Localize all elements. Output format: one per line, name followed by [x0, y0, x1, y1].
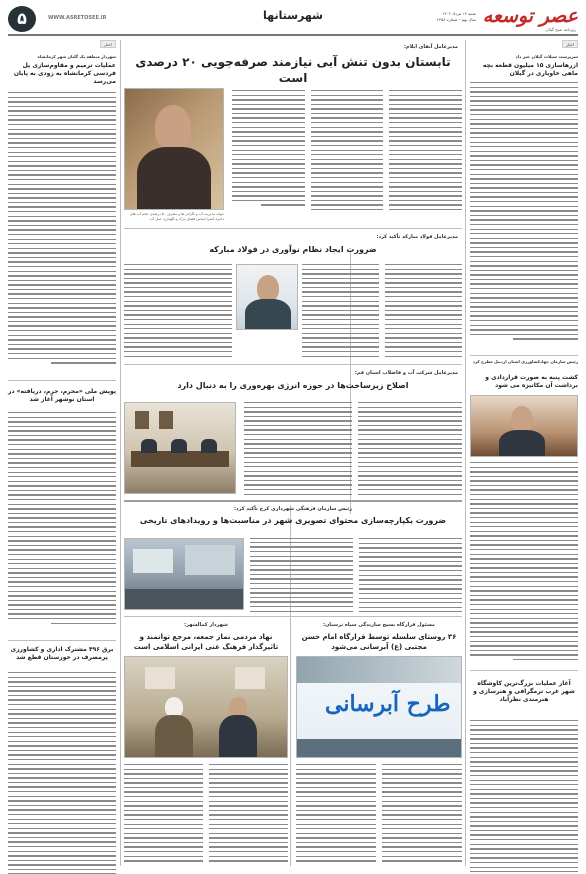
top-story	[124, 40, 462, 226]
story-5-headline[interactable]: ۳۶ روستای سلسله توسط قرارگاه امام حسن مجتبی (ع) آبرسانی می‌شود	[301, 633, 457, 651]
top-story-kicker: مدیرعامل آبفای ایلام:	[403, 44, 458, 50]
water-supply-sign: طرح آبرسانی	[325, 691, 451, 717]
column-tag: اخبار	[562, 40, 578, 48]
story-3-body-right	[358, 402, 462, 496]
person-body	[137, 147, 211, 210]
story-4-photo	[124, 538, 244, 610]
divider	[124, 228, 462, 229]
section-title: شهرستانها	[263, 9, 323, 22]
right-item2-photo	[470, 395, 578, 457]
story-6-body	[124, 764, 288, 864]
right-item2-kicker: رئیس سازمان جهادکشاورزی استان اردبیل مطرح کرد	[472, 359, 578, 364]
person-body	[245, 299, 291, 330]
wall-frame	[159, 411, 173, 429]
top-story-body	[232, 90, 462, 224]
person	[201, 439, 217, 453]
story-2-body-right	[302, 264, 462, 360]
person-head	[229, 697, 247, 717]
story-6-kicker: شهردار کمالشهر:	[184, 622, 228, 628]
top-story-caption: جوانه مدیریت آب و نگرانی ها و مصرف ۵۰ درصدی حجم آب های ذخیره کسرا اساس فضای پارک و نگهداری حمل آب	[129, 212, 224, 221]
story-3-headline[interactable]: اصلاح زیرساخت‌ها در حوزه انرژی بهره‌وری را به دنبال دارد	[177, 381, 409, 390]
story-5-photo	[296, 656, 462, 758]
right-item2-headline[interactable]: کشت پنبه به صورت قراردادی و برداشت آن مکانیزه می شود	[485, 374, 578, 389]
person-body	[219, 715, 257, 758]
wall-frame	[235, 667, 265, 689]
story-4-headline[interactable]: ضرورت یکپارچه‌سازی محتوای تصویری شهر در مناسبت‌ها و رویدادهای تاریخی	[139, 516, 447, 525]
person-head	[511, 406, 533, 432]
right-item1-headline[interactable]: ازرهاسازی ۱۵ میلیون قطعه بچه ماهی خاویاری در گیلان	[482, 62, 578, 77]
wall-frame	[145, 667, 175, 689]
right-item2-body	[470, 462, 578, 667]
billboard	[133, 549, 173, 573]
right-item3-body	[470, 720, 578, 874]
pipe	[297, 739, 461, 757]
divider	[8, 380, 116, 381]
story-5-body	[296, 764, 462, 864]
divider	[8, 640, 116, 641]
person	[171, 439, 187, 453]
story-3	[124, 368, 462, 498]
column-divider	[120, 40, 121, 866]
story-4	[124, 504, 462, 614]
issue-number: سال نهم - شماره ۲۴۵۸	[436, 17, 476, 22]
divider	[124, 500, 462, 502]
building	[185, 545, 235, 575]
column-tag: اخبار	[100, 40, 116, 48]
story-6-headline[interactable]: نهاد مردمی نماز جمعه، مرجع توانمند و تاثیرگذار فرهنگ غنی ایرانی اسلامی است	[133, 633, 279, 651]
website-url[interactable]: WWW.ASRETOSEE.IR	[48, 15, 107, 21]
column-divider	[465, 40, 466, 866]
masthead	[8, 6, 578, 36]
logo-text: عصر توسعه	[482, 5, 578, 27]
left-item2-body	[8, 412, 116, 637]
sky	[297, 657, 461, 683]
table	[131, 451, 229, 467]
logo-subtitle: روزنامه صبح گیلان	[545, 27, 576, 32]
story-2-photo	[236, 264, 298, 330]
wall-frame	[135, 411, 149, 429]
left-item1-body	[8, 92, 116, 377]
story-5	[296, 620, 462, 866]
divider	[470, 670, 578, 671]
divider	[124, 364, 462, 365]
story-2-kicker: مدیرعامل فولاد مبارکه تأکید کرد:	[376, 234, 458, 240]
right-item1-body	[470, 82, 578, 352]
story-3-kicker: مدیرعامل شرکت آب و فاضلاب استان قم:	[354, 370, 458, 376]
story-4-body	[250, 538, 462, 612]
person-body	[499, 430, 545, 457]
issue-date: شنبه ۱۴ مرداد ۱۴۰۲	[442, 11, 476, 16]
divider	[470, 355, 578, 356]
left-item3-headline[interactable]: برق ۴۹۶ مشترک اداری و کشاورزی پرمصرف در خوزستان قطع شد	[10, 646, 114, 661]
left-item3-body	[8, 672, 116, 874]
story-6-photo	[124, 656, 288, 758]
top-story-headline[interactable]: تابستان بدون تنش آبی نیازمند صرفه‌جویی ۲۰ درصدی است	[135, 55, 451, 85]
story-5-kicker: مسئول قرارگاه بسیج سازندگی سپاه ترسنان:	[322, 622, 435, 628]
story-4-kicker: رئیس سازمان فرهنگی شهرداری کرج تأکید کرد:	[234, 506, 352, 512]
story-2-body-left	[124, 264, 232, 360]
person-head	[155, 105, 191, 149]
person-head	[257, 275, 279, 301]
right-item1-kicker: سرپرست شیلات گیلان خبر داد	[515, 54, 578, 59]
left-item2-headline[interactable]: پویش ملی «محرم، حرم، دریافته» در استان بوشهر آغاز شد	[8, 388, 116, 403]
person	[141, 439, 157, 453]
story-6	[124, 620, 288, 866]
person-head	[165, 697, 183, 717]
divider	[124, 616, 462, 617]
top-story-photo	[124, 88, 224, 210]
left-item1-headline[interactable]: عملیات ترمیم و مقاوم‌سازی پل فردسی کرمانشاه به زودی به پایان می‌رسد	[13, 62, 116, 85]
story-3-photo	[124, 402, 236, 494]
left-item1-kicker: شهردار منطقه یک گلبان شهر کرمانشاه	[37, 54, 116, 59]
story-2	[124, 232, 462, 362]
page-number-badge: ۵	[8, 6, 36, 32]
right-item3-headline[interactable]: آغاز عملیات بزرگ‌ترین کاوشگاه شهر غرب ترمگرافی و هنرسازی و هنرمندی نظرآباد	[473, 680, 575, 703]
story-2-headline[interactable]: ضرورت ایجاد نظام نوآوری در فولاد مبارکه	[209, 245, 377, 254]
story-3-body-middle	[244, 402, 352, 496]
road	[125, 589, 243, 610]
person-body	[155, 715, 193, 758]
